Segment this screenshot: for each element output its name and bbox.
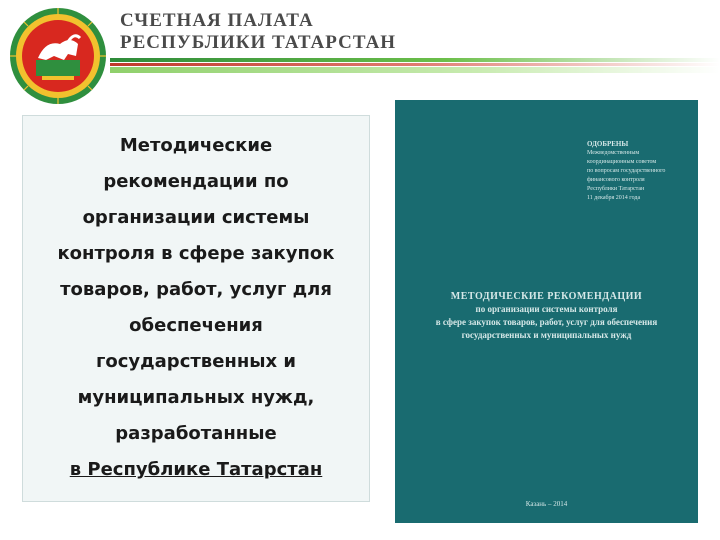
approval-stamp xyxy=(587,140,697,203)
flag-stripes-decoration xyxy=(110,56,720,76)
header xyxy=(0,0,720,110)
organization-title-line-2: РЕСПУБЛИКИ ТАТАРСТАН xyxy=(120,32,397,53)
cover-title-line: МЕТОДИЧЕСКИЕ РЕКОМЕНДАЦИИ xyxy=(450,291,643,302)
description-line-link[interactable]: в Республике Татарстан xyxy=(69,459,323,480)
approval-line: ОДОБРЕНЫ xyxy=(587,140,629,148)
cover-title-line: государственных и муниципальных нужд xyxy=(461,330,632,340)
description-line: организации системы xyxy=(82,207,310,228)
approval-line: по вопросам государственного xyxy=(587,168,666,174)
book-cover-image xyxy=(395,100,698,523)
approval-line: 11 декабря 2014 года xyxy=(587,195,641,201)
description-line: Методические xyxy=(119,135,273,156)
description-line: разработанные xyxy=(115,423,277,444)
cover-title-line: в сфере закупок товаров, работ, услуг для обеспечения xyxy=(435,317,658,327)
description-line: муниципальных нужд, xyxy=(77,387,315,408)
description-line: товаров, работ, услуг для xyxy=(60,279,332,300)
approval-line: Республики Татарстан xyxy=(587,186,645,192)
description-line: контроля в сфере закупок xyxy=(57,243,335,264)
approval-line: координационным советом xyxy=(587,159,657,165)
cover-footer: Казань – 2014 xyxy=(525,500,568,508)
document-description-card xyxy=(22,115,370,502)
description-line: обеспечения xyxy=(129,315,263,336)
approval-line: Межведомственным xyxy=(587,150,640,156)
organization-title-line-1: СЧЕТНАЯ ПАЛАТА xyxy=(120,10,314,31)
tatarstan-coat-of-arms-icon xyxy=(8,6,108,106)
approval-line: финансового контроля xyxy=(587,177,645,183)
organization-title xyxy=(120,10,396,54)
description-line: рекомендации по xyxy=(103,171,289,192)
cover-title-line: по организации системы контроля xyxy=(475,304,618,314)
cover-title xyxy=(395,290,698,342)
description-line: государственных и xyxy=(95,351,297,372)
